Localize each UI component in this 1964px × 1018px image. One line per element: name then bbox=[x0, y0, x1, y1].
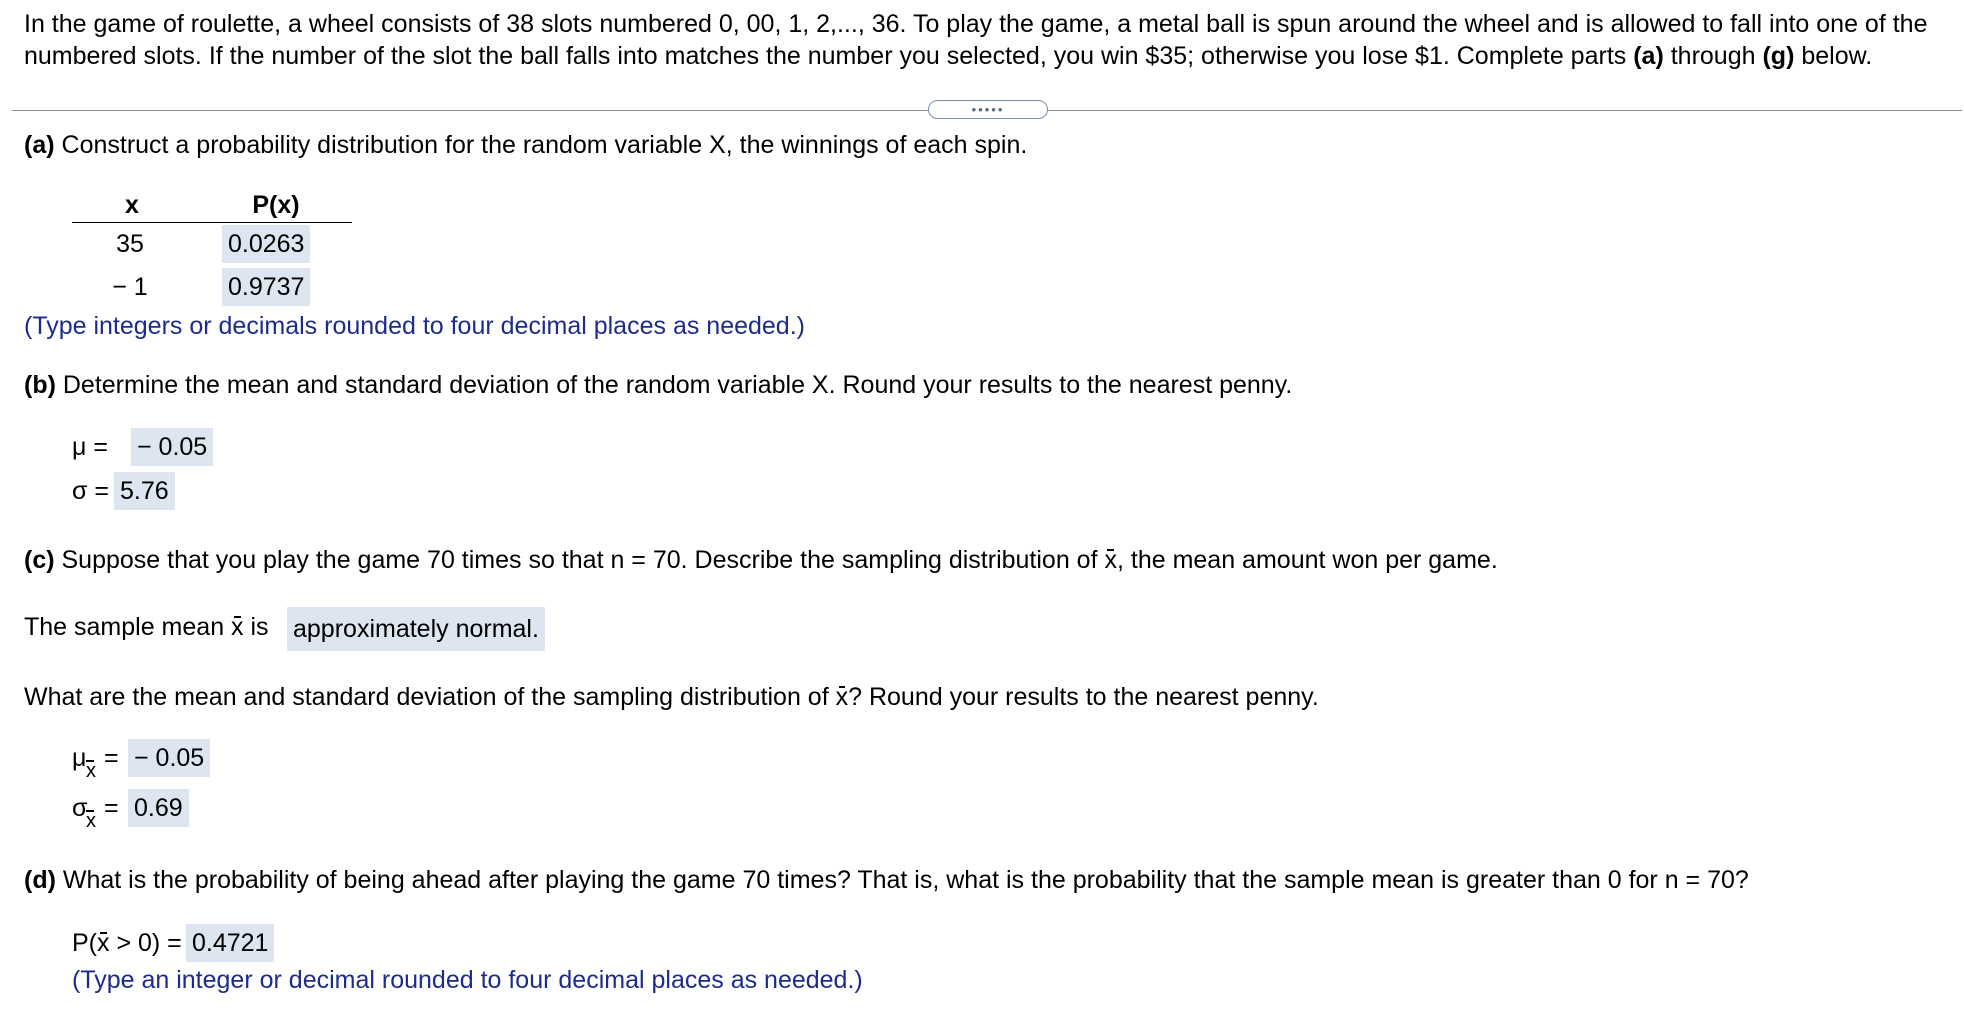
part-c-question bbox=[24, 546, 1498, 575]
probability-input[interactable]: 0.4721 bbox=[186, 924, 274, 962]
table-row-1-x: 35 bbox=[116, 230, 144, 258]
mu-label: μ = bbox=[72, 433, 108, 461]
sigma-xbar-input[interactable]: 0.69 bbox=[128, 789, 189, 827]
mu-xbar-subscript-bar bbox=[86, 760, 94, 762]
intro-below: below. bbox=[1794, 42, 1873, 70]
part-b-question bbox=[24, 371, 1292, 400]
table-header-rule bbox=[72, 222, 352, 223]
sample-mean-pre: The sample mean bbox=[24, 613, 232, 641]
part-c-label: (c) bbox=[24, 546, 55, 574]
probability-expression bbox=[72, 929, 182, 958]
intro-through: through bbox=[1663, 42, 1763, 70]
part-c-text-pre: Suppose that you play the game 70 times so that n = 70. Describe the sampling distribution of bbox=[54, 546, 1105, 574]
table-row-1-px-input[interactable]: 0.0263 bbox=[222, 225, 310, 263]
part-a-text: Construct a probability distribution for the random variable X, the winnings of each spin. bbox=[54, 131, 1028, 159]
part-c-q2-post: ? Round your results to the nearest penny. bbox=[848, 683, 1319, 711]
part-c-q2-pre: What are the mean and standard deviation of the sampling distribution of bbox=[24, 683, 836, 711]
part-b-text: Determine the mean and standard deviation of the random variable X. Round your results to the nearest penny. bbox=[55, 371, 1293, 399]
mu-input[interactable]: − 0.05 bbox=[131, 428, 213, 466]
sigma-xbar-subscript: x bbox=[86, 810, 96, 832]
part-b-label: (b) bbox=[24, 371, 56, 399]
part-d-label: (d) bbox=[24, 866, 56, 894]
sample-mean-post: is bbox=[243, 613, 269, 641]
mu-xbar-input[interactable]: − 0.05 bbox=[128, 739, 210, 777]
intro-part-a: (a) bbox=[1633, 42, 1664, 70]
sigma-xbar-symbol: σ bbox=[72, 794, 88, 822]
part-a-hint: (Type integers or decimals rounded to four decimal places as needed.) bbox=[24, 312, 805, 340]
expand-button[interactable]: ••••• bbox=[928, 100, 1048, 119]
sigma-xbar-equals: = bbox=[104, 794, 119, 822]
x-bar-symbol: x bbox=[231, 613, 244, 641]
table-row-2-px-input[interactable]: 0.9737 bbox=[222, 268, 310, 306]
part-c-text-post: , the mean amount won per game. bbox=[1116, 546, 1498, 574]
mu-xbar-subscript: x bbox=[86, 760, 96, 782]
sigma-input[interactable]: 5.76 bbox=[114, 472, 175, 510]
x-bar-symbol: x bbox=[1104, 546, 1117, 574]
prob-pre: P( bbox=[72, 929, 97, 957]
x-bar-symbol: x bbox=[97, 929, 110, 957]
prob-post: > 0) = bbox=[109, 929, 182, 957]
part-d-text: What is the probability of being ahead after playing the game 70 times? That is, what is the probability that the sample mean is greater than 0 for n = 70? bbox=[55, 866, 1749, 894]
part-a-question bbox=[24, 131, 1027, 160]
part-a-label: (a) bbox=[24, 131, 55, 159]
sample-mean-statement bbox=[24, 613, 269, 642]
part-c-question-2 bbox=[24, 683, 1319, 712]
sigma-xbar-subscript-bar bbox=[86, 810, 94, 812]
intro-part-g: (g) bbox=[1762, 42, 1795, 70]
table-header-x: x bbox=[125, 191, 139, 219]
mu-xbar-symbol: μ bbox=[72, 744, 87, 772]
x-bar-symbol: x bbox=[835, 683, 849, 711]
table-row-2-x: − 1 bbox=[112, 273, 148, 301]
sigma-label: σ = bbox=[72, 477, 109, 505]
part-d-question bbox=[24, 866, 1749, 895]
distribution-shape-answer[interactable]: approximately normal. bbox=[287, 607, 545, 651]
table-header-px: P(x) bbox=[252, 191, 300, 219]
intro-text: In the game of roulette, a wheel consists of 38 slots numbered 0, 00, 1, 2,..., 36. To play the game, a metal ball is spun around the wheel and is allowed to fall into one of the numbered slots. If the number of the slot the ball falls into matches the number you selected, you win $35; otherwise you lose $1. Complete parts bbox=[24, 10, 1928, 70]
part-d-hint: (Type an integer or decimal rounded to four decimal places as needed.) bbox=[72, 966, 863, 994]
mu-xbar-equals: = bbox=[104, 744, 119, 772]
problem-intro bbox=[24, 8, 1944, 72]
